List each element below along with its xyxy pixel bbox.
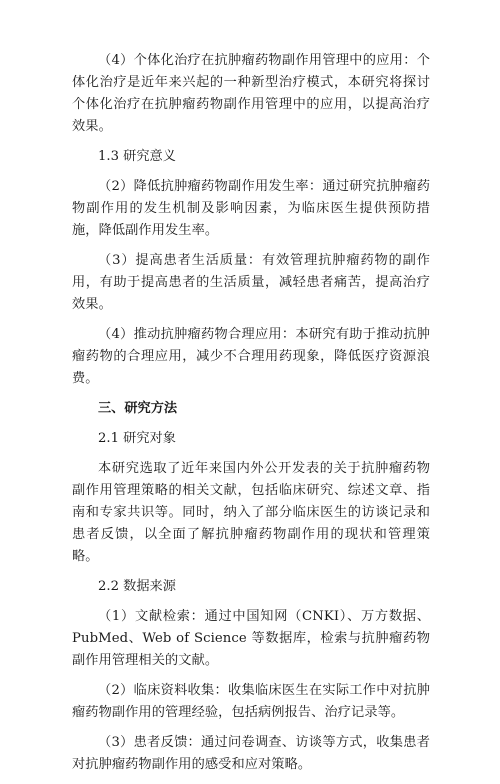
paragraph-significance-4: （4）推动抗肿瘤药物合理应用：本研究有助于推动抗肿瘤药物的合理应用，减少不合理用药现象，降低医疗资源浪费。 [72, 327, 430, 386]
paragraph-source-1: （1）文献检索：通过中国知网（CNKI）、万方数据、PubMed、Web of Science 等数据库，检索与抗肿瘤药物副作用管理相关的文献。 [72, 609, 430, 668]
subheading-research-object: 2.1 研究对象 [98, 431, 176, 446]
subheading-data-source: 2.2 数据来源 [98, 579, 176, 594]
paragraph-significance-3: （3）提高患者生活质量：有效管理抗肿瘤药物的副作用，有助于提高患者的生活质量，减轻患者痛苦，提高治疗效果。 [72, 253, 430, 312]
paragraph-individualized-treatment: （4）个体化治疗在抗肿瘤药物副作用管理中的应用：个体化治疗是近年来兴起的一种新型治疗模式，本研究将探讨个体化治疗在抗肿瘤药物副作用管理中的应用，以提高治疗效果。 [72, 53, 430, 134]
paragraph-source-2: （2）临床资料收集：收集临床医生在实际工作中对抗肿瘤药物副作用的管理经验，包括病例报告、治疗记录等。 [72, 683, 430, 720]
section-heading-research-methods: 三、研究方法 [98, 401, 178, 416]
paragraph-source-3: （3）患者反馈：通过问卷调查、访谈等方式，收集患者对抗肿瘤药物副作用的感受和应对策略。 [72, 735, 430, 772]
paragraph-research-object: 本研究选取了近年来国内外公开发表的关于抗肿瘤药物副作用管理策略的相关文献，包括临床研究、综述文章、指南和专家共识等。同时，纳入了部分临床医生的访谈记录和患者反馈，以全面了解抗肿瘤药物副作用的现状和管理策略。 [72, 461, 430, 564]
paragraph-significance-2: （2）降低抗肿瘤药物副作用发生率：通过研究抗肿瘤药物副作用的发生机制及影响因素，为临床医生提供预防措施，降低副作用发生率。 [72, 179, 430, 238]
document-page [72, 50, 430, 784]
subheading-research-significance: 1.3 研究意义 [98, 149, 176, 164]
